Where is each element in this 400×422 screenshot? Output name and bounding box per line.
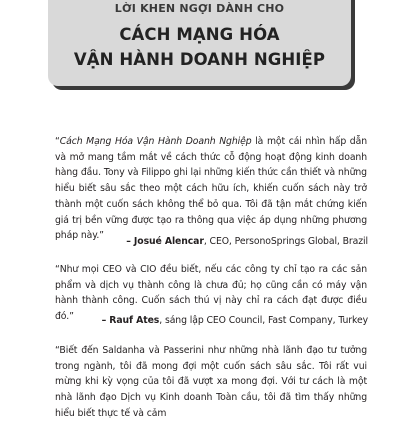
endorser-role-1: , CEO, PersonoSprings Global, Brazil	[203, 236, 368, 247]
endorsement-quote-3: “Biết đến Saldanha và Passerini như những nhà lãnh đạo tư tưởng trong ngành, tôi đã mong đợi một cuốn sách sâu sắc. Tôi rất vui mừng khi kỳ vọng của tôi đã vượt xa mong đợi. Với tư cách là một nhà lãnh đạo Dịch vụ Kinh doanh Toàn cầu, tôi đã tìm thấy những hiểu biết thực tế và cảm	[55, 345, 367, 419]
open-quote-mark: “	[55, 136, 60, 147]
endorsement-attribution-2	[102, 315, 368, 326]
endorser-name-1: – Josué Alencar	[126, 236, 204, 247]
endorsement-quote-1	[55, 134, 367, 244]
endorser-name-2: – Rauf Ates	[101, 315, 160, 326]
quoted-book-title: Cách Mạng Hóa Vận Hành Doanh Nghiệp	[59, 136, 252, 147]
endorsement-quote-2: “Như mọi CEO và CIO đều biết, nếu các công ty chỉ tạo ra các sản phẩm và dịch vụ thành công là chưa đủ; họ cũng cần có máy vận hành thành công. Cuốn sách thú vị này chỉ ra cách đạt được điều đó.”	[55, 264, 367, 323]
endorsement-text-1: là một cái nhìn hấp dẫn và mở mang tầm mắt về cách thức cỗ động hoạt động kinh doanh hàng đầu. Tony và Filippo ghi lại những kiến thức cần thiết và những hiểu biết sâu sắc theo một cách hữu ích, khiến cuốn sách này trở thành một cuốn sách không thể bỏ qua. Tôi đã tận mắt chứng kiến giá trị bền vững được tạo ra thông qua việc áp dụng những phương pháp này.”	[55, 136, 367, 242]
praise-subtitle: LỜI KHEN NGỢI DÀNH CHO	[114, 2, 285, 15]
header-banner	[48, 0, 351, 86]
endorsement-attribution-1	[126, 236, 368, 247]
endorser-role-2: , sáng lập CEO Council, Fast Company, Turkey	[159, 315, 368, 326]
book-title-heading: CÁCH MẠNG HÓA VẬN HÀNH DOANH NGHIỆP	[73, 25, 326, 69]
